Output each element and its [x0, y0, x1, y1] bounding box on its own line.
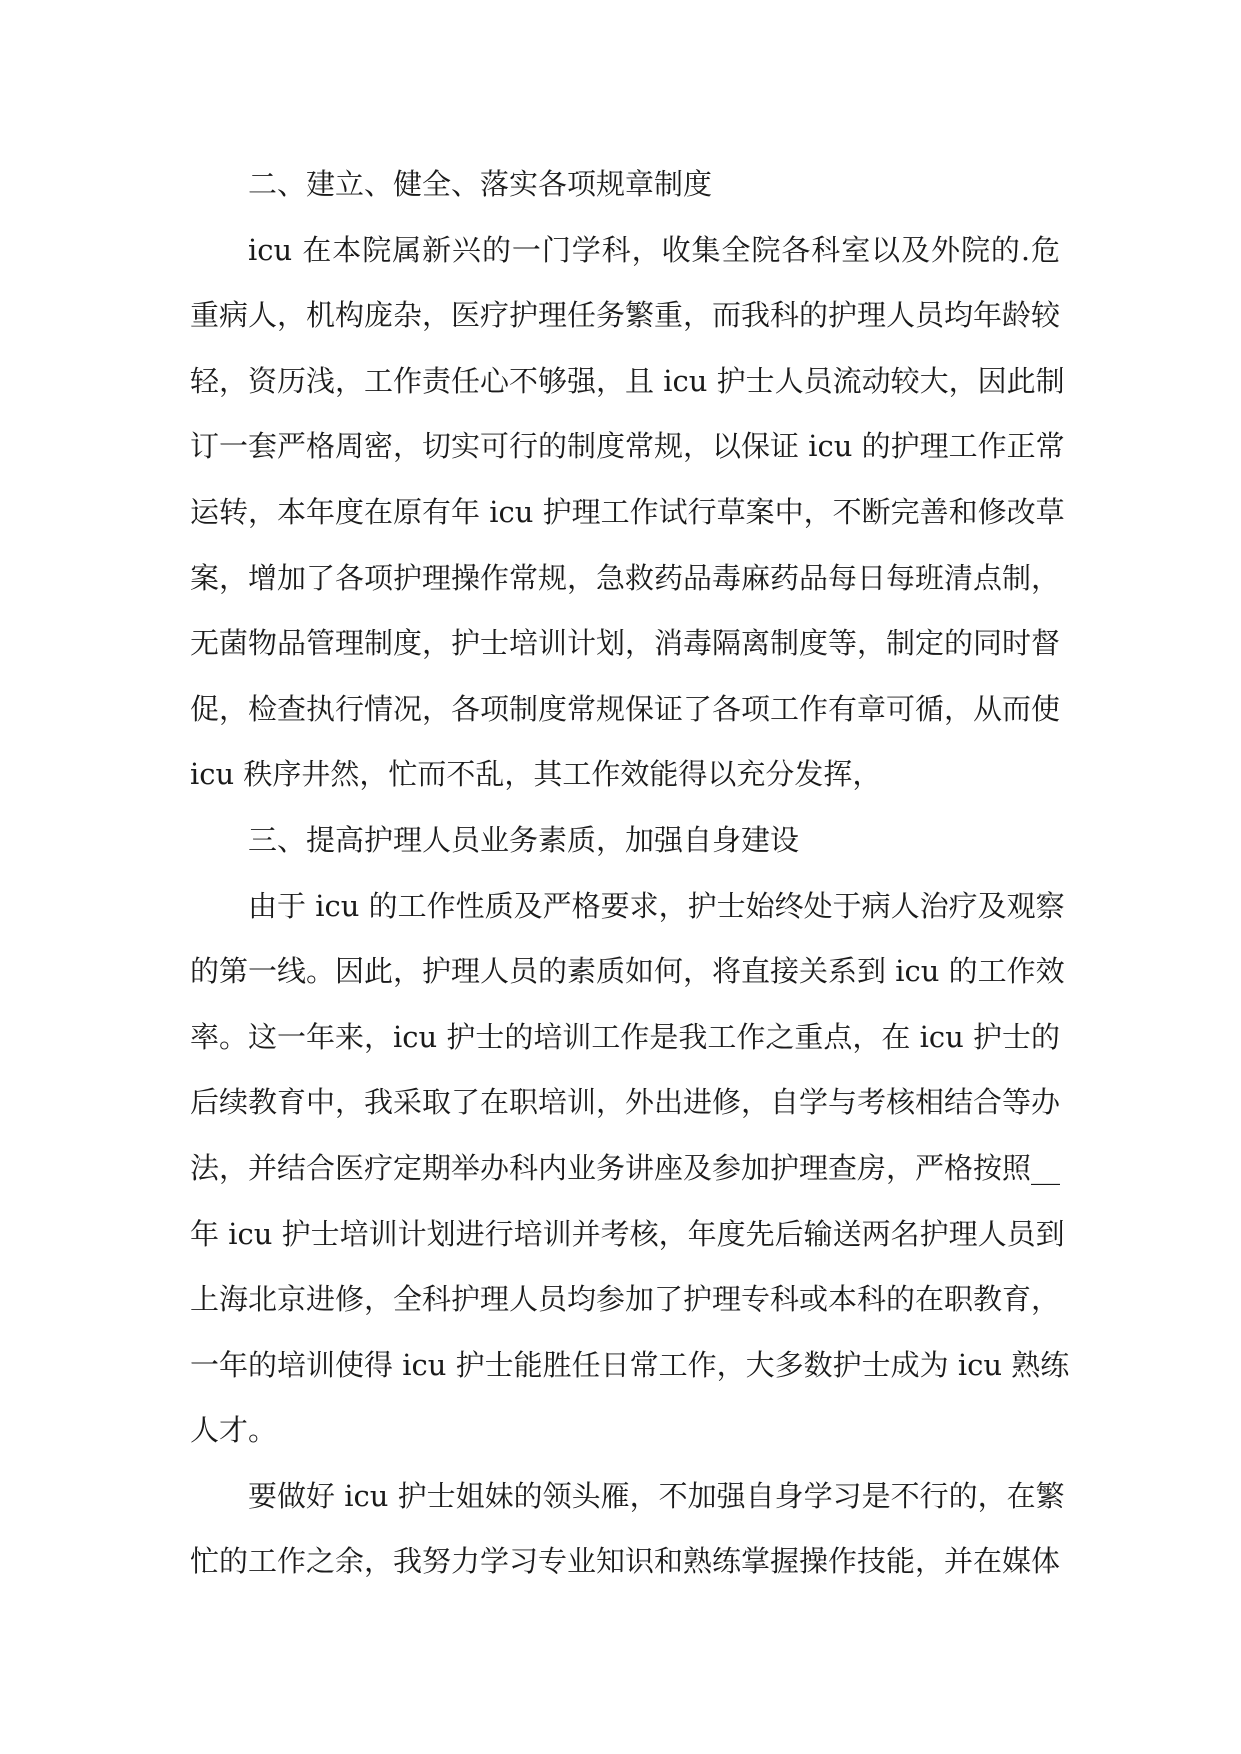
section-heading-2: 二、建立、健全、落实各项规章制度: [248, 167, 713, 201]
paragraph-line: 要做好 icu 护士姐妹的领头雁，不加强自身学习是不行的，在繁: [248, 1478, 1065, 1513]
paragraph-rules: [190, 218, 1065, 808]
paragraph-line: 后续教育中，我采取了在职培训，外出进修，自学与考核相结合等办: [190, 1085, 1061, 1120]
paragraph-line: 法，并结合医疗定期举办科内业务讲座及参加护理查房，严格按照__: [190, 1150, 1061, 1185]
paragraph-line: 轻，资历浅，工作责任心不够强，且 icu 护士人员流动较大，因此制: [190, 363, 1065, 398]
paragraph-line: 无菌物品管理制度，护士培训计划，消毒隔离制度等，制定的同时督: [190, 626, 1061, 661]
paragraph-line: 由于 icu 的工作性质及严格要求，护士始终处于病人治疗及观察: [248, 888, 1065, 923]
paragraph-line: 率。这一年来，icu 护士的培训工作是我工作之重点，在 icu 护士的: [190, 1019, 1061, 1054]
paragraph-line: 一年的培训使得 icu 护士能胜任日常工作，大多数护士成为 icu 熟练: [190, 1347, 1070, 1382]
paragraph-line: 上海北京进修，全科护理人员均参加了护理专科或本科的在职教育，: [190, 1282, 1061, 1317]
paragraph-training: [190, 874, 1070, 1464]
paragraph-line: 运转，本年度在原有年 icu 护理工作试行草案中，不断完善和修改草: [190, 494, 1065, 529]
paragraph-self-study: [190, 1464, 1065, 1595]
paragraph-line: icu 在本院属新兴的一门学科，收集全院各科室以及外院的.危: [248, 232, 1060, 267]
paragraph-line: icu 秩序井然，忙而不乱，其工作效能得以充分发挥，: [190, 757, 882, 792]
paragraph-line: 促，检查执行情况，各项制度常规保证了各项工作有章可循，从而使: [190, 691, 1061, 726]
paragraph-line: 重病人，机构庞杂，医疗护理任务繁重，而我科的护理人员均年龄较: [190, 298, 1061, 333]
paragraph-line: 案，增加了各项护理操作常规，急救药品毒麻药品每日每班清点制，: [190, 560, 1061, 595]
paragraph-line: 订一套严格周密，切实可行的制度常规，以保证 icu 的护理工作正常: [190, 429, 1065, 464]
paragraph-line: 人才。: [190, 1413, 278, 1448]
paragraph-line: 的第一线。因此，护理人员的素质如何，将直接关系到 icu 的工作效: [190, 954, 1065, 989]
paragraph-line: 忙的工作之余，我努力学习专业知识和熟练掌握操作技能，并在媒体: [190, 1544, 1061, 1579]
document-body: [190, 152, 1070, 1595]
paragraph-line: 年 icu 护士培训计划进行培训并考核，年度先后输送两名护理人员到: [190, 1216, 1065, 1251]
section-heading-3: 三、提高护理人员业务素质，加强自身建设: [248, 822, 800, 857]
